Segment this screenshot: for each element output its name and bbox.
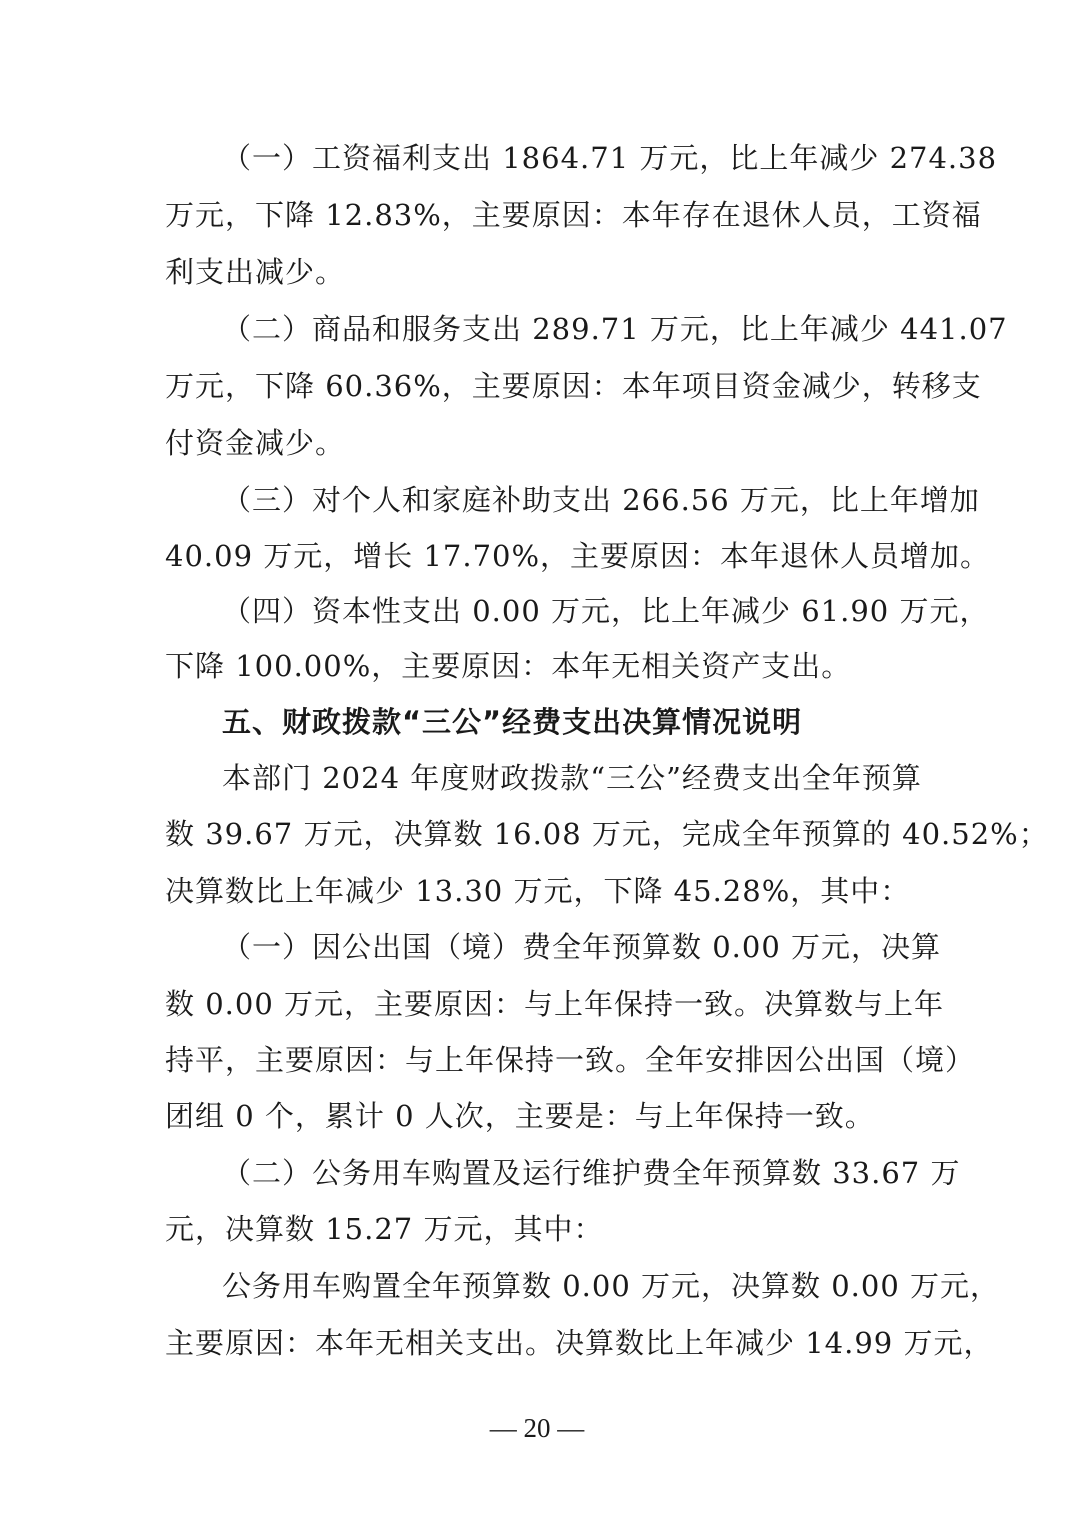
section-heading: 五、财政拨款“三公”经费支出决算情况说明: [222, 705, 803, 739]
paragraph-line: 数 0.00 万元，主要原因：与上年保持一致。决算数与上年: [165, 987, 945, 1021]
paragraph-line: 公务用车购置全年预算数 0.00 万元，决算数 0.00 万元，: [222, 1269, 1001, 1303]
paragraph-line: 本部门 2024 年度财政拨款“三公”经费支出全年预算: [222, 761, 922, 795]
paragraph-line: 持平，主要原因：与上年保持一致。全年安排因公出国（境）: [165, 1043, 976, 1077]
page-number: — 20 —: [489, 1413, 585, 1443]
paragraph-line: （二）商品和服务支出 289.71 万元，比上年减少 441.07: [222, 312, 1008, 346]
paragraph-line: 决算数比上年减少 13.30 万元，下降 45.28%，其中：: [165, 874, 911, 908]
paragraph-line: 付资金减少。: [165, 426, 346, 460]
paragraph-line: （三）对个人和家庭补助支出 266.56 万元，比上年增加: [222, 483, 980, 517]
paragraph-line: 万元，下降 60.36%，主要原因：本年项目资金减少，转移支: [165, 369, 982, 403]
paragraph-line: 40.09 万元，增长 17.70%，主要原因：本年退休人员增加。: [165, 539, 991, 573]
paragraph-line: 利支出减少。: [165, 255, 346, 289]
paragraph-line: （二）公务用车购置及运行维护费全年预算数 33.67 万: [222, 1156, 961, 1190]
paragraph-line: （一）工资福利支出 1864.71 万元，比上年减少 274.38: [222, 141, 998, 175]
paragraph-line: 元，决算数 15.27 万元，其中：: [165, 1212, 604, 1246]
paragraph-line: 下降 100.00%，主要原因：本年无相关资产支出。: [165, 649, 852, 683]
paragraph-line: 主要原因：本年无相关支出。决算数比上年减少 14.99 万元，: [165, 1326, 994, 1360]
paragraph-line: （四）资本性支出 0.00 万元，比上年减少 61.90 万元，: [222, 594, 990, 628]
paragraph-line: 团组 0 个，累计 0 人次，主要是：与上年保持一致。: [165, 1099, 875, 1133]
paragraph-line: 数 39.67 万元，决算数 16.08 万元，完成全年预算的 40.52%；: [165, 817, 1049, 851]
paragraph-line: （一）因公出国（境）费全年预算数 0.00 万元，决算: [222, 930, 942, 964]
paragraph-line: 万元，下降 12.83%，主要原因：本年存在退休人员，工资福: [165, 198, 982, 232]
